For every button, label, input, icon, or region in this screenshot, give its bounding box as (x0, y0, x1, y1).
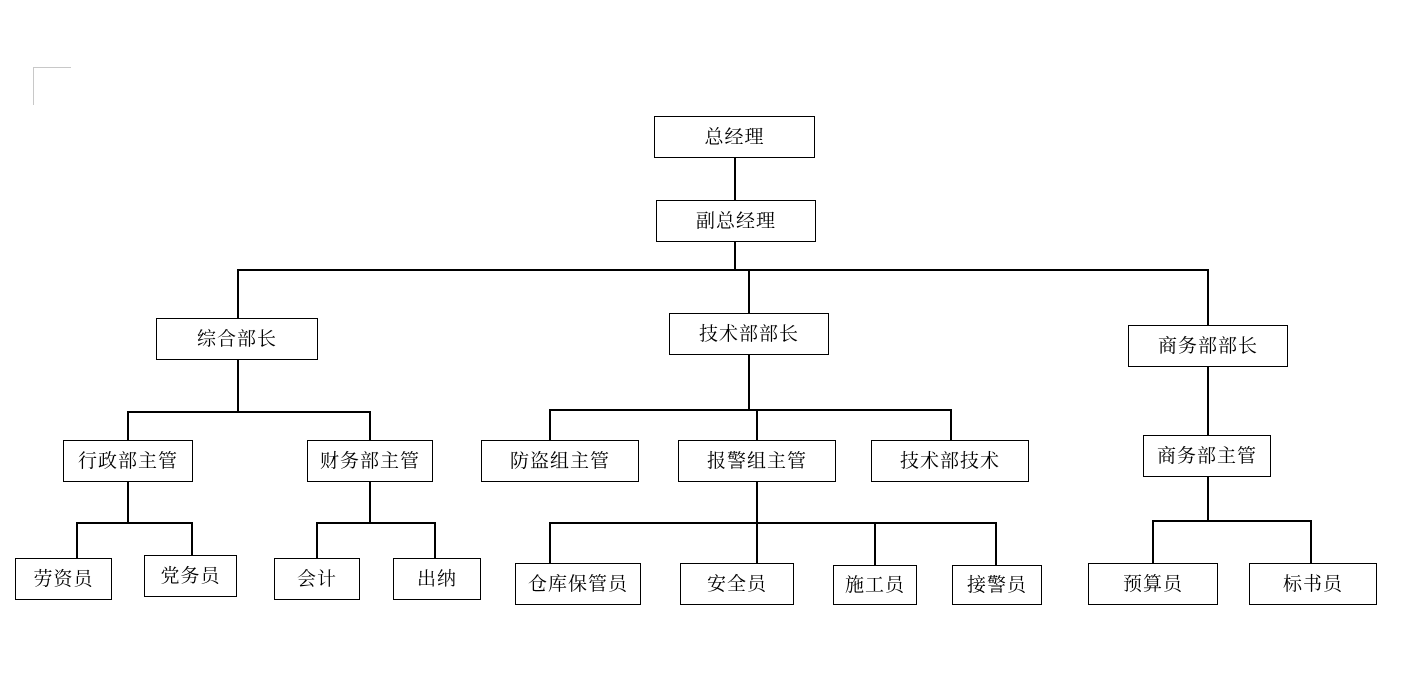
org-node-n19[interactable]: 接警员 (952, 565, 1042, 605)
connector-n7-stem-down (369, 482, 371, 524)
org-node-n11[interactable]: 商务部主管 (1143, 435, 1271, 477)
org-node-n20[interactable]: 预算员 (1088, 563, 1218, 605)
connector-n7-drop-left (316, 522, 318, 558)
org-node-n9[interactable]: 报警组主管 (678, 440, 836, 482)
connector-n9-drop-4 (995, 522, 997, 565)
connector-n3-bus (127, 411, 370, 413)
connector-n4-drop-left (549, 409, 551, 440)
connector-n7-bus (316, 522, 436, 524)
org-node-n13[interactable]: 党务员 (144, 555, 237, 597)
connector-n6-stem-down (127, 482, 129, 524)
org-node-n12[interactable]: 劳资员 (15, 558, 112, 600)
connector-n6-drop-right (191, 522, 193, 555)
connector-n11-bus (1152, 520, 1312, 522)
org-node-n21[interactable]: 标书员 (1249, 563, 1377, 605)
org-node-n17[interactable]: 安全员 (680, 563, 794, 605)
connector-n7-drop-right (434, 522, 436, 558)
connector-n11-stem-down (1207, 477, 1209, 522)
connector-n9-drop-3 (874, 522, 876, 565)
connector-n2-bus (237, 269, 1209, 271)
connector-n2-stem-down (734, 242, 736, 270)
connector-n1-to-n2 (734, 158, 736, 200)
org-node-n7[interactable]: 财务部主管 (307, 440, 433, 482)
org-node-n8[interactable]: 防盗组主管 (481, 440, 639, 482)
page-corner-mark (33, 67, 71, 105)
connector-n3-drop-right (369, 411, 371, 440)
org-node-n16[interactable]: 仓库保管员 (515, 563, 641, 605)
connector-n4-bus (549, 409, 951, 411)
connector-n6-drop-left (76, 522, 78, 558)
org-node-n1[interactable]: 总经理 (654, 116, 815, 158)
org-node-n2[interactable]: 副总经理 (656, 200, 816, 242)
connector-n2-drop-left (237, 269, 239, 318)
org-node-n14[interactable]: 会计 (274, 558, 360, 600)
connector-n3-drop-left (127, 411, 129, 440)
connector-n6-bus (76, 522, 193, 524)
org-node-n3[interactable]: 综合部长 (156, 318, 318, 360)
connector-n4-drop-right (950, 409, 952, 440)
connector-n5-stem-down (1207, 367, 1209, 435)
org-node-n10[interactable]: 技术部技术 (871, 440, 1029, 482)
org-node-n15[interactable]: 出纳 (393, 558, 481, 600)
connector-n2-drop-mid (748, 269, 750, 313)
connector-n11-drop-right (1310, 520, 1312, 563)
connector-n4-drop-mid (756, 409, 758, 440)
org-node-n18[interactable]: 施工员 (833, 565, 917, 605)
connector-n3-stem-down (237, 360, 239, 413)
org-node-n5[interactable]: 商务部部长 (1128, 325, 1288, 367)
connector-n2-drop-right (1207, 269, 1209, 325)
org-node-n4[interactable]: 技术部部长 (669, 313, 829, 355)
connector-n11-drop-left (1152, 520, 1154, 563)
connector-n9-drop-1 (549, 522, 551, 563)
connector-n9-bus (549, 522, 997, 524)
connector-n4-stem-down (748, 355, 750, 411)
org-node-n6[interactable]: 行政部主管 (63, 440, 193, 482)
